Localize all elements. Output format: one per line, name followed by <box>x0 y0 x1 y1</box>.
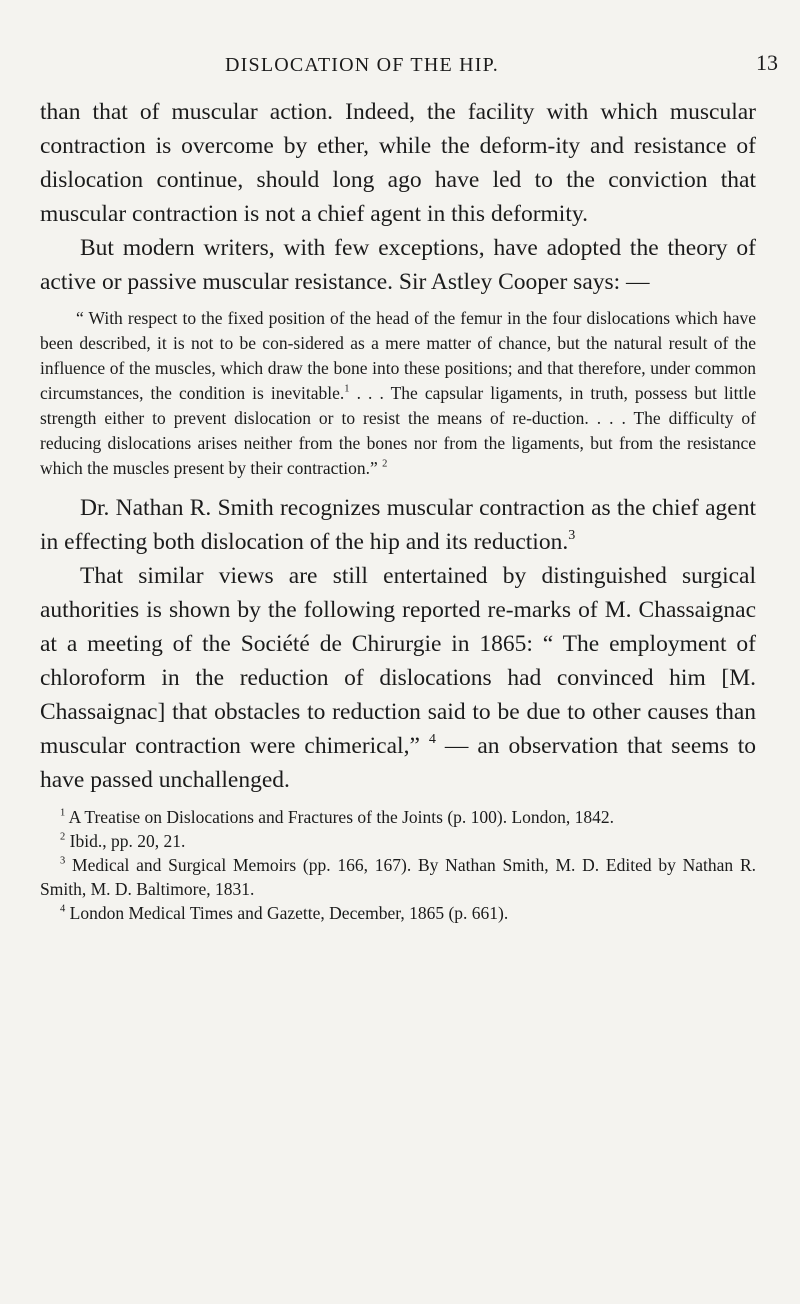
page-number: 13 <box>756 50 778 75</box>
footnote-text: A Treatise on Dislocations and Fractures of the Joints (p. 100). London, 1842. <box>68 807 615 827</box>
footnote-ref-4: 4 <box>428 731 436 748</box>
footnote-ref-2: 2 <box>382 458 388 470</box>
footnote-text: London Medical Times and Gazette, December, 1865 (p. 661). <box>69 903 509 923</box>
paragraph-chassaignac <box>40 559 756 797</box>
footnote <box>40 901 756 925</box>
paragraph-chassaignac-part1: That similar views are still entertained by distinguished surgical authorities is shown by the following reported re-marks of M. Chassaignac at a meeting of the Société de Chirurgie in 1865: “ The employment of chloroform in the reduction of dislocations had convinced him [M. Chassaignac] that obstacles to reduction said to be due to other causes than muscular contraction were chimerical,” <box>40 563 756 759</box>
block-quote-astley-cooper <box>40 306 756 481</box>
page-header <box>0 40 800 80</box>
footnote-ref-3: 3 <box>568 527 576 544</box>
footnote-number: 3 <box>60 855 66 867</box>
quote-text-part1: “ With respect to the fixed position of the head of the femur in the four dislocations which have been described, it is not to be con-sidered as a mere matter of chance, but the natural result of the influence of the muscles, which draw the bone into these positions; and that therefore, under common circumstances, the condition is inevitable. <box>40 308 756 403</box>
footnote-text: Ibid., pp. 20, 21. <box>69 831 186 851</box>
paragraph-chassaignac-part2: — an observation that seems to have passed unchallenged. <box>40 733 756 793</box>
paragraph-modern-writers: But modern writers, with few exceptions, have adopted the theory of active or passive muscular resistance. Sir Astley Cooper says: — <box>40 235 756 295</box>
paragraph-nathan-smith-text: Dr. Nathan R. Smith recognizes muscular contraction as the chief agent in effecting both dislocation of the hip and its reduction. <box>40 495 756 555</box>
footnote-ref-1: 1 <box>344 383 350 395</box>
footnote <box>40 853 756 901</box>
running-title: DISLOCATION OF THE HIP. <box>225 54 499 76</box>
paragraph-continuation: than that of muscular action. Indeed, the facility with which muscular contraction is overcome by ether, while the deform-ity and resistance of dislocation continue, should long ago have led to the conviction that muscular contraction is not a chief agent in this deformity. <box>40 99 756 227</box>
paragraph-nathan-smith <box>40 491 756 559</box>
footnote-number: 2 <box>60 831 66 843</box>
footnote-number: 4 <box>60 903 66 915</box>
body-text <box>40 95 756 925</box>
footnote-text: Medical and Surgical Memoirs (pp. 166, 167). By Nathan Smith, M. D. Edited by Nathan R. Smith, M. D. Baltimore, 1831. <box>40 855 756 899</box>
footnotes <box>40 805 756 925</box>
quote-text-part2: . . . The capsular ligaments, in truth, possess but little strength either to prevent dislocation or to resist the means of re-duction. . . . The difficulty of reducing dislocations arises neither from the bones nor from the ligaments, but from the resistance which the muscles present by their contraction.” <box>40 383 756 478</box>
footnote <box>40 829 756 853</box>
footnote <box>40 805 756 829</box>
footnote-number: 1 <box>60 807 66 819</box>
